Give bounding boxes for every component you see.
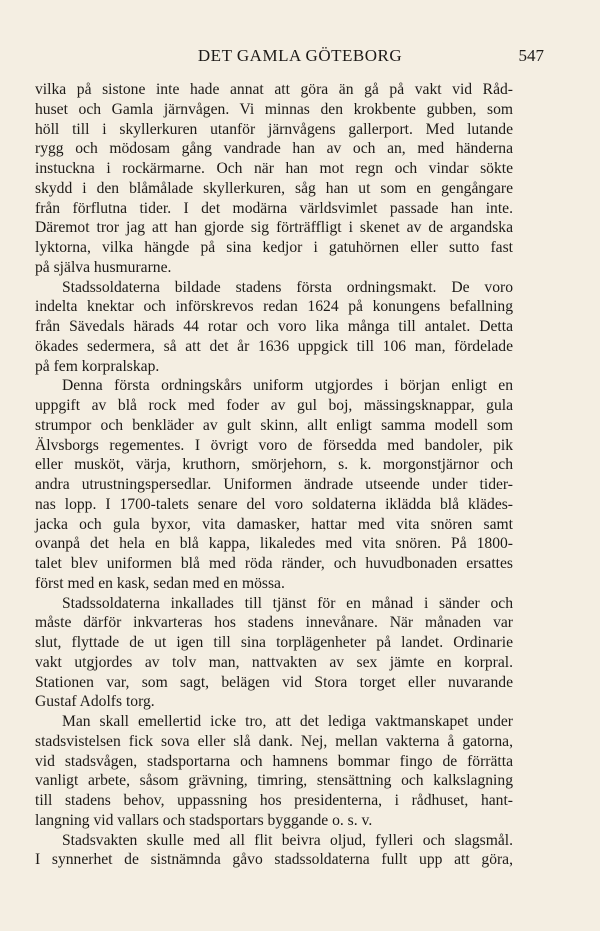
text-line: andra utrustningspersedlar. Uniformen ändrade utseende under tider- xyxy=(35,476,513,493)
text-line: Gustaf Adolfs torg. xyxy=(35,693,155,711)
text-line: på själva husmurarne. xyxy=(35,258,172,276)
page-number: 547 xyxy=(518,46,544,65)
text-line: Man skall emellertid icke tro, att det lediga vaktmanskapet under xyxy=(62,713,513,730)
text-line: måste därför inkvarteras hos stadens innevånare. När månaden var xyxy=(35,614,513,632)
text-line: vilka på sistone inte hade annat att göra än gå på vakt vid Råd- xyxy=(35,81,513,98)
text-line: vakt utgjordes av tolv man, nattvakten av sex jämte en korpral. xyxy=(35,653,513,671)
body-text xyxy=(35,80,513,870)
text-line: från förflutna tider. I det modärna världsvimlet passade han inte. xyxy=(35,199,513,217)
text-line: skydd i den blåmålade skyllerkuren, såg han ut som en gengångare xyxy=(35,179,513,197)
text-line: först med en kask, sedan med en mössa. xyxy=(35,574,285,592)
text-line: slut, flyttade de ut igen till sina torplägenheter på landet. Ordinarie xyxy=(35,634,513,651)
text-line: Älvsborgs regementes. I övrigt voro de försedda med bandoler, pik xyxy=(35,436,513,454)
text-line: Stadssoldaterna inkallades till tjänst för en månad i sänder och xyxy=(62,594,513,612)
text-line: Stationen var, som sagt, belägen vid Stora torget eller nuvarande xyxy=(35,673,513,691)
text-line: vid stadsvågen, stadsportarna och hamnens bommar fingo de förrätta xyxy=(35,752,513,770)
text-line: Denna första ordningskårs uniform utgjordes i början enligt en xyxy=(62,377,513,395)
page-header xyxy=(0,46,600,66)
text-line: från Sävedals härads 44 rotar och voro lika många till antalet. Detta xyxy=(35,318,513,335)
running-title: DET GAMLA GÖTEBORG xyxy=(197,46,403,65)
text-line: talet blev uniformen blå med röda ränder, och huvudbonaden ersattes xyxy=(35,555,513,572)
text-line: indelta knektar och införskrevos redan 1624 på konungens befallning xyxy=(35,298,513,316)
text-line: I synnerhet de sistnämnda gåvo stadssoldaterna fullt upp att göra, xyxy=(35,851,513,869)
text-line: vanligt arbete, såsom grävning, timring, stensättning och kalkslagning xyxy=(35,772,513,790)
text-line: på fem korpralskap. xyxy=(35,357,160,375)
text-line: huset och Gamla järnvågen. Vi minnas den krokbente gubben, som xyxy=(35,100,513,118)
text-line: Stadsvakten skulle med all flit beivra oljud, fylleri och slagsmål. xyxy=(62,831,513,849)
text-line: ovanpå det hela en blå kappa, likaledes med vita snören. På 1800- xyxy=(35,535,513,553)
text-line: Däremot tror jag att han gjorde sig förträffligt i skenet av de argandska xyxy=(35,219,513,237)
text-line: nas lopp. I 1700-talets senare del voro soldaterna iklädda blå klädes- xyxy=(35,495,513,513)
text-line: instuckna i rockärmarne. Och när han mot regn och vindar sökte xyxy=(35,160,513,177)
text-line: Stadssoldaterna bildade stadens första ordningsmakt. De voro xyxy=(62,278,513,296)
text-line: höll till i skyllerkuren utanför järnvågens gallerport. Med lutande xyxy=(35,120,513,138)
text-line: stadsvistelsen fick sova eller slå dank. Nej, mellan vakterna å gatorna, xyxy=(35,732,513,750)
text-line: eller musköt, värja, kruthorn, smörjehorn, s. k. morgonstjärnor och xyxy=(35,456,513,474)
text-line: strumpor och benkläder av gult skinn, allt enligt samma modell som xyxy=(35,416,513,434)
text-line: jacka och gula byxor, vita damasker, hattar med vita snören samt xyxy=(35,515,513,533)
text-line: ökades sedermera, så att det år 1636 uppgick till 106 man, fördelade xyxy=(35,337,513,355)
text-line: lyktorna, vilka hängde på sina kedjor i gatuhörnen eller sutto fast xyxy=(35,239,513,256)
text-line: langning vid vallars och stadsportars byggande o. s. v. xyxy=(35,811,373,829)
text-line: till stadens behov, uppassning hos presidenterna, i rådhuset, hant- xyxy=(35,792,513,809)
text-line: rygg och mödosam gång vandrade han av och an, med händerna xyxy=(35,140,513,158)
text-line: uppgift av blå rock med foder av gul boj, mässingsknappar, gula xyxy=(35,397,513,414)
